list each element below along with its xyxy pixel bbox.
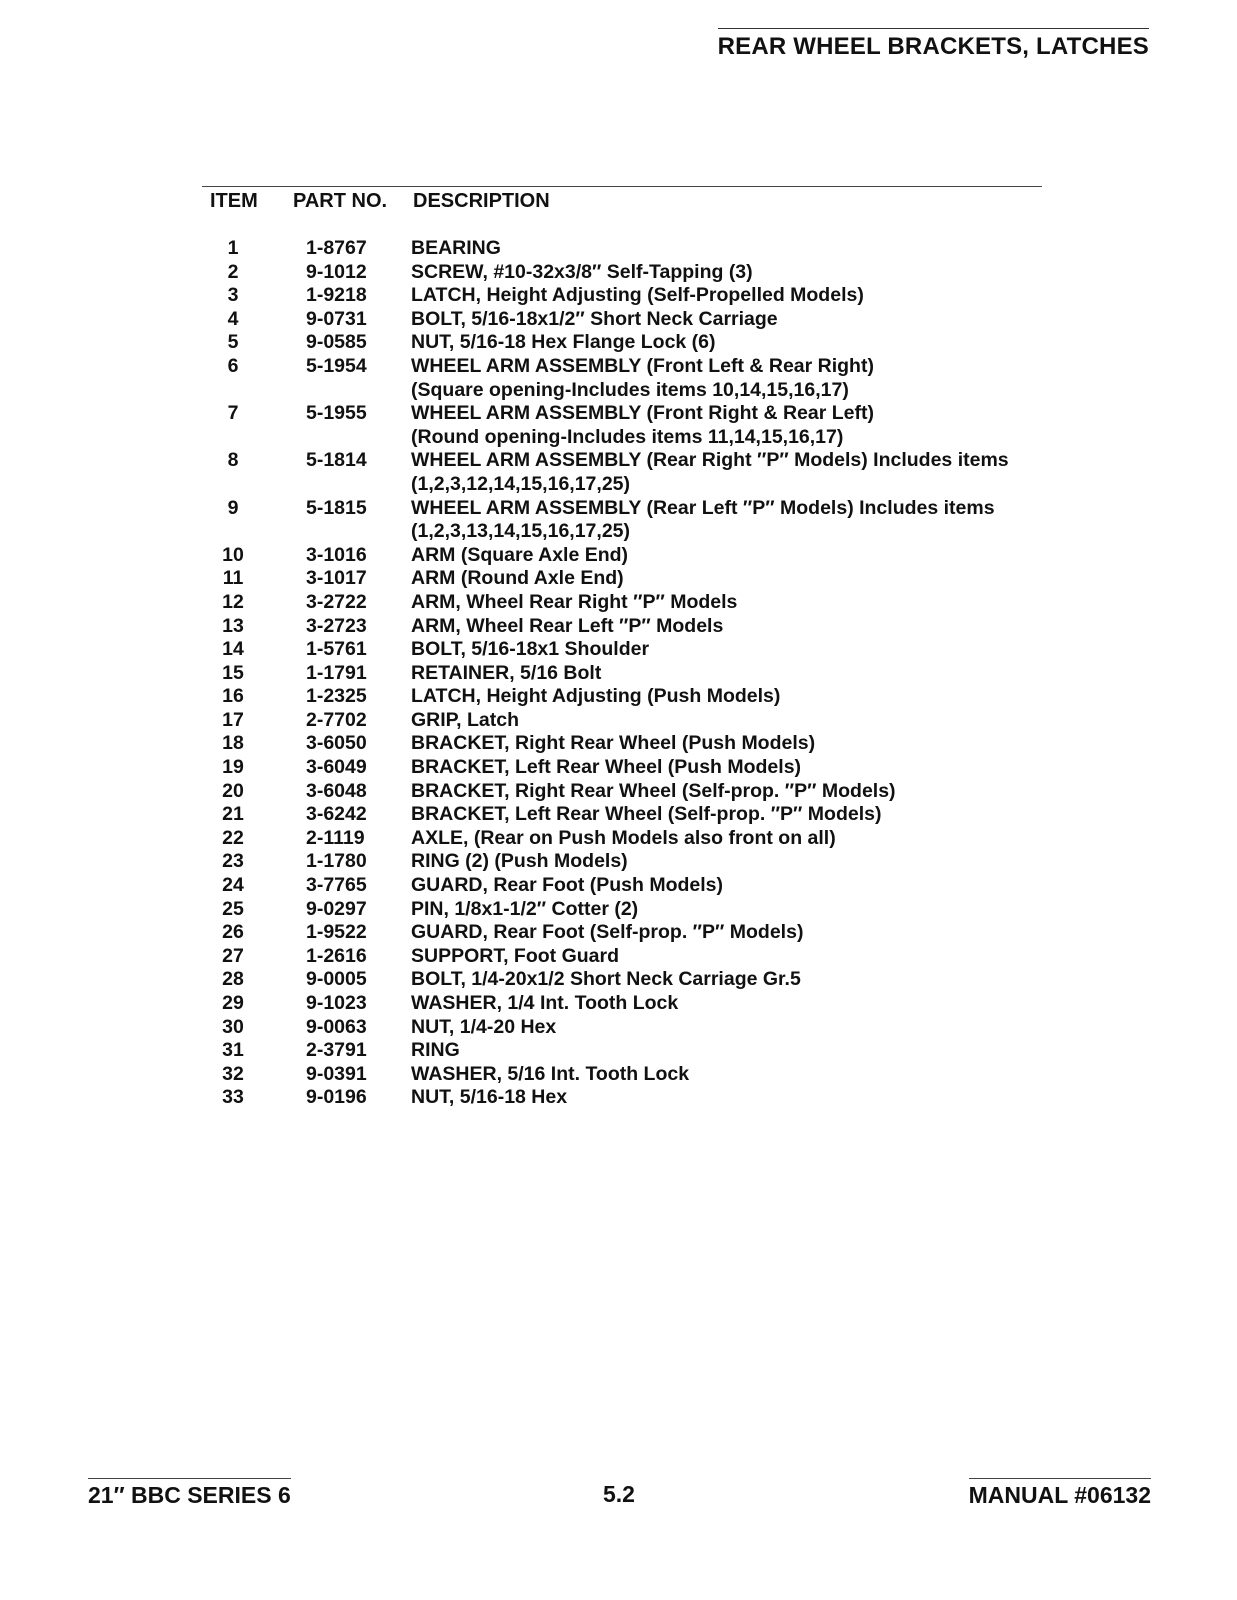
part-number: 1-9522 — [306, 921, 367, 944]
item-number: 32 — [222, 1062, 244, 1085]
item-number: 2 — [227, 260, 239, 283]
item-number: 4 — [227, 307, 239, 330]
description: ARM (Square Axle End) — [411, 543, 629, 566]
description: ARM, Wheel Rear Left ″P″ Models — [411, 614, 724, 637]
footer-page-number: 5.2 — [603, 1481, 635, 1507]
item-number: 22 — [222, 826, 244, 849]
table-row — [0, 921, 1237, 945]
description-continued: (1,2,3,13,14,15,16,17,25) — [411, 520, 631, 543]
part-number: 3-1016 — [306, 543, 367, 566]
description: BRACKET, Left Rear Wheel (Self-prop. ″P″ Models) — [411, 803, 882, 826]
header-rule — [202, 186, 1042, 187]
table-row — [0, 308, 1237, 332]
description: RING — [411, 1039, 460, 1062]
item-number: 1 — [227, 237, 239, 259]
description: LATCH, Height Adjusting (Push Models) — [411, 685, 781, 708]
description-continued: (Square opening-Includes items 10,14,15,16,17) — [411, 378, 849, 401]
part-number: 9-0063 — [306, 1015, 367, 1038]
item-number: 25 — [222, 897, 244, 920]
description: WHEEL ARM ASSEMBLY (Rear Right ″P″ Models) Includes items — [411, 449, 1009, 472]
table-row — [0, 261, 1237, 285]
part-number: 3-1017 — [306, 567, 367, 590]
item-number: 13 — [222, 614, 244, 637]
part-number: 1-2325 — [306, 685, 367, 708]
item-number: 30 — [222, 1015, 244, 1038]
table-row — [0, 638, 1237, 662]
description: ARM, Wheel Rear Right ″P″ Models — [411, 590, 738, 613]
footer-manual-number: MANUAL #06132 — [969, 1478, 1151, 1509]
description: BRACKET, Right Rear Wheel (Push Models) — [411, 732, 816, 755]
column-header-item: ITEM — [210, 190, 258, 212]
description: GUARD, Rear Foot (Push Models) — [411, 874, 724, 897]
description: RETAINER, 5/16 Bolt — [411, 661, 602, 684]
part-number: 2-1119 — [306, 826, 365, 849]
table-row — [0, 732, 1237, 756]
part-number: 3-2722 — [306, 590, 367, 613]
table-row — [0, 850, 1237, 874]
table-row — [0, 945, 1237, 969]
table-row — [0, 284, 1237, 308]
item-number: 23 — [222, 850, 244, 873]
table-row — [0, 1016, 1237, 1040]
description: WHEEL ARM ASSEMBLY (Rear Left ″P″ Models) Includes items — [411, 496, 995, 519]
description: AXLE, (Rear on Push Models also front on all) — [411, 826, 836, 849]
description-continued: (1,2,3,12,14,15,16,17,25) — [411, 472, 631, 495]
description: WASHER, 5/16 Int. Tooth Lock — [411, 1062, 690, 1085]
table-row — [0, 992, 1237, 1016]
parts-table-body — [0, 237, 1237, 1110]
description: WASHER, 1/4 Int. Tooth Lock — [411, 992, 679, 1014]
item-number: 15 — [222, 661, 244, 684]
description: NUT, 5/16-18 Hex Flange Lock (6) — [411, 331, 716, 354]
description: BRACKET, Right Rear Wheel (Self-prop. ″P″ Models) — [411, 779, 896, 802]
table-row — [0, 567, 1237, 591]
table-row — [0, 355, 1237, 402]
part-number: 9-0297 — [306, 897, 367, 920]
description: GUARD, Rear Foot (Self-prop. ″P″ Models) — [411, 921, 804, 944]
description: ARM (Round Axle End) — [411, 567, 624, 590]
page-footer — [0, 1478, 1237, 1518]
description: GRIP, Latch — [411, 708, 520, 731]
description: BOLT, 5/16-18x1 Shoulder — [411, 638, 650, 661]
footer-model: 21″ BBC SERIES 6 — [88, 1478, 291, 1509]
table-row — [0, 237, 1237, 261]
table-row — [0, 497, 1237, 544]
item-number: 26 — [222, 921, 244, 944]
table-row — [0, 591, 1237, 615]
description: WHEEL ARM ASSEMBLY (Front Left & Rear Right) — [411, 354, 874, 377]
table-row — [0, 1039, 1237, 1063]
part-number: 9-0391 — [306, 1062, 367, 1085]
description: BOLT, 5/16-18x1/2″ Short Neck Carriage — [411, 307, 778, 330]
page-title: REAR WHEEL BRACKETS, LATCHES — [718, 28, 1149, 61]
description: NUT, 1/4-20 Hex — [411, 1015, 557, 1038]
part-number: 9-1023 — [306, 992, 367, 1014]
item-number: 17 — [222, 708, 244, 731]
description-continued: (Round opening-Includes items 11,14,15,16,17) — [411, 425, 844, 448]
table-row — [0, 756, 1237, 780]
table-row — [0, 898, 1237, 922]
table-row — [0, 780, 1237, 804]
table-row — [0, 827, 1237, 851]
item-number: 29 — [222, 992, 244, 1014]
part-number: 3-6048 — [306, 779, 367, 802]
description: BOLT, 1/4-20x1/2 Short Neck Carriage Gr.5 — [411, 968, 801, 991]
item-number: 28 — [222, 968, 244, 991]
item-number: 6 — [227, 354, 239, 377]
table-row — [0, 331, 1237, 355]
part-number: 1-9218 — [306, 284, 367, 307]
part-number: 3-6242 — [306, 803, 367, 826]
part-number: 3-7765 — [306, 874, 367, 897]
table-header — [0, 186, 1237, 214]
item-number: 24 — [222, 874, 244, 897]
part-number: 3-6050 — [306, 732, 367, 755]
part-number: 3-6049 — [306, 756, 367, 779]
description: LATCH, Height Adjusting (Self-Propelled Models) — [411, 284, 864, 307]
item-number: 33 — [222, 1086, 244, 1109]
item-number: 11 — [222, 567, 244, 590]
table-row — [0, 402, 1237, 449]
part-number: 1-2616 — [306, 944, 367, 967]
item-number: 10 — [222, 543, 244, 566]
part-number: 5-1815 — [306, 496, 367, 519]
item-number: 21 — [222, 803, 244, 826]
item-number: 7 — [227, 402, 239, 425]
part-number: 5-1954 — [306, 354, 367, 377]
part-number: 2-7702 — [306, 708, 367, 731]
table-row — [0, 449, 1237, 496]
part-number: 1-5761 — [306, 638, 367, 661]
item-number: 12 — [222, 590, 244, 613]
part-number: 9-0196 — [306, 1086, 367, 1109]
table-row — [0, 1063, 1237, 1087]
item-number: 16 — [222, 685, 244, 708]
part-number: 9-0005 — [306, 968, 367, 991]
part-number: 9-0731 — [306, 307, 367, 330]
description: SCREW, #10-32x3/8″ Self-Tapping (3) — [411, 260, 753, 283]
part-number: 1-1791 — [306, 661, 367, 684]
table-row — [0, 1086, 1237, 1110]
description: NUT, 5/16-18 Hex — [411, 1086, 568, 1109]
description: WHEEL ARM ASSEMBLY (Front Right & Rear Left) — [411, 402, 874, 425]
item-number: 19 — [222, 756, 244, 779]
item-number: 18 — [222, 732, 244, 755]
part-number: 1-1780 — [306, 850, 367, 873]
item-number: 20 — [222, 779, 244, 802]
item-number: 8 — [227, 449, 239, 472]
part-number: 5-1955 — [306, 402, 367, 425]
item-number: 31 — [222, 1039, 244, 1062]
table-row — [0, 709, 1237, 733]
column-header-description: DESCRIPTION — [413, 190, 550, 212]
item-number: 3 — [227, 284, 239, 307]
item-number: 27 — [222, 944, 244, 967]
part-number: 1-8767 — [306, 237, 367, 259]
part-number: 9-0585 — [306, 331, 367, 354]
item-number: 14 — [222, 638, 244, 661]
table-row — [0, 874, 1237, 898]
part-number: 9-1012 — [306, 260, 367, 283]
item-number: 5 — [227, 331, 239, 354]
table-row — [0, 662, 1237, 686]
description: PIN, 1/8x1-1/2″ Cotter (2) — [411, 897, 639, 920]
table-row — [0, 968, 1237, 992]
item-number: 9 — [227, 496, 239, 519]
description: BRACKET, Left Rear Wheel (Push Models) — [411, 756, 802, 779]
description: RING (2) (Push Models) — [411, 850, 628, 873]
table-row — [0, 615, 1237, 639]
part-number: 3-2723 — [306, 614, 367, 637]
description: BEARING — [411, 237, 501, 259]
part-number: 5-1814 — [306, 449, 367, 472]
description: SUPPORT, Foot Guard — [411, 944, 620, 967]
part-number: 2-3791 — [306, 1039, 367, 1062]
table-row — [0, 803, 1237, 827]
table-row — [0, 685, 1237, 709]
table-row — [0, 544, 1237, 568]
column-header-part-no: PART NO. — [293, 190, 388, 212]
